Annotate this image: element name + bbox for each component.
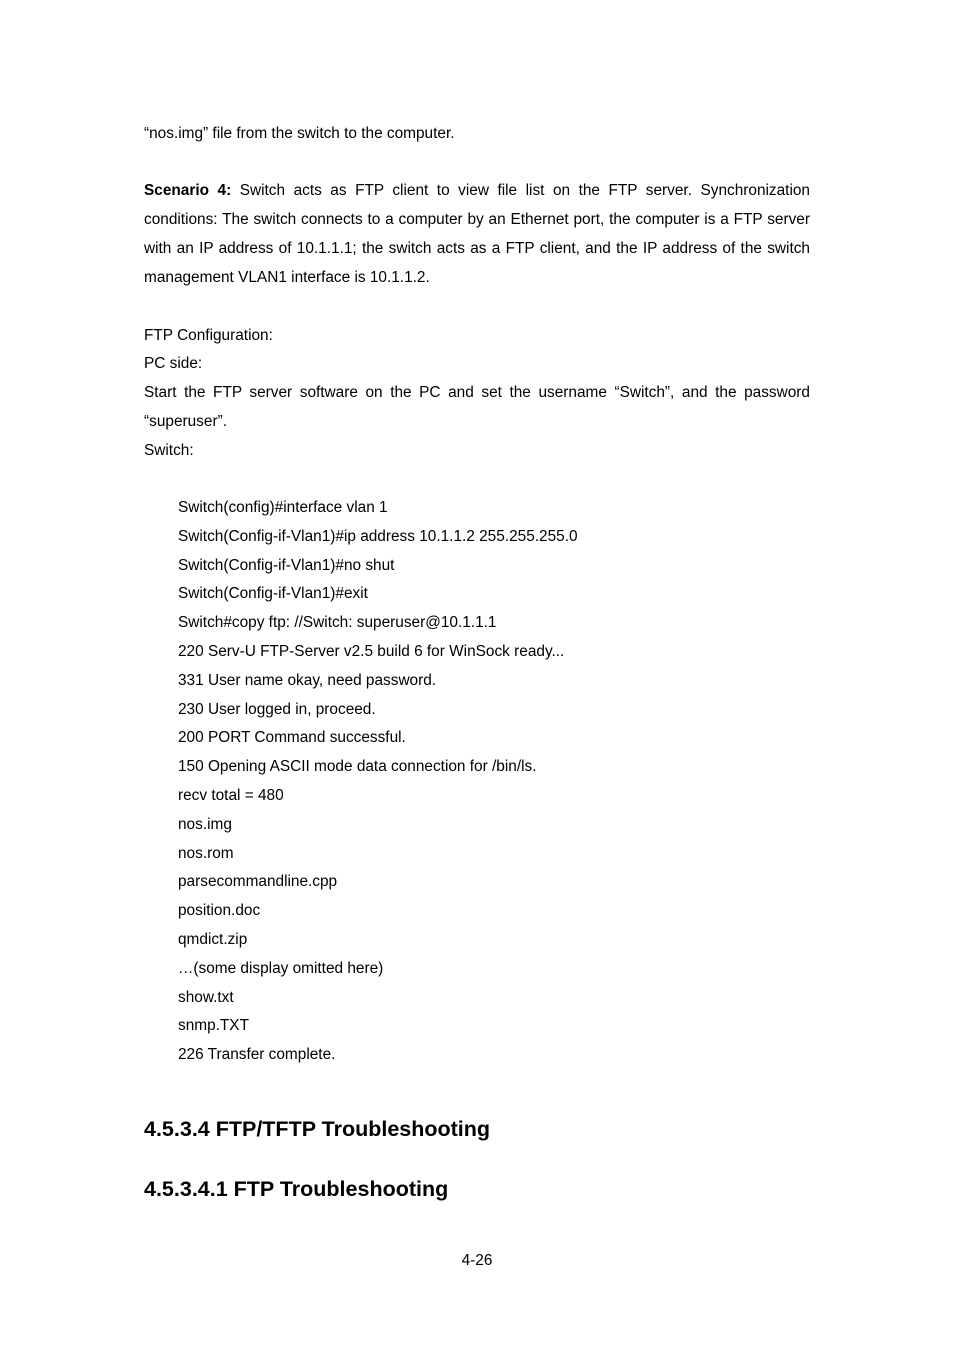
console-line: 226 Transfer complete. (178, 1046, 336, 1064)
scenario-label: Scenario 4: (144, 182, 232, 199)
console-line: nos.rom (178, 844, 234, 862)
console-output (178, 494, 578, 1070)
scenario-text: Switch acts as FTP client to view file list on the FTP server. Synchronization conditions: The switch connects to a computer by an Ethernet port, the computer is a FTP server with an IP address of 10.1.1.1; the switch acts as a FTP client, and the IP address of the switch management VLAN1 interface is 10.1.1.2. (144, 182, 810, 286)
console-line: snmp.TXT (178, 1017, 249, 1035)
console-line: position.doc (178, 902, 261, 920)
pc-side-text: Start the FTP server software on the PC and set the username “Switch”, and the password “superuser”. (144, 384, 810, 430)
ftp-config-label: FTP Configuration: (144, 327, 273, 344)
console-line: recv total = 480 (178, 786, 284, 804)
console-line: 230 User logged in, proceed. (178, 700, 376, 718)
console-line: Switch(Config-if-Vlan1)#exit (178, 585, 368, 603)
console-line: Switch(Config-if-Vlan1)#ip address 10.1.1.2 255.255.255.0 (178, 527, 578, 545)
console-line: qmdict.zip (178, 930, 248, 948)
page-number: 4-26 (461, 1252, 493, 1269)
section-heading-ftp: 4.5.3.4.1 FTP Troubleshooting (144, 1177, 449, 1201)
console-line: Switch(config)#interface vlan 1 (178, 499, 388, 516)
console-line: Switch#copy ftp: //Switch: superuser@10.1.1.1 (178, 614, 497, 632)
console-line: nos.img (178, 815, 232, 833)
console-line: …(some display omitted here) (178, 959, 384, 977)
console-line: 200 PORT Command successful. (178, 729, 406, 747)
console-line: 331 User name okay, need password. (178, 671, 437, 689)
switch-label: Switch: (144, 442, 194, 459)
console-line: show.txt (178, 988, 234, 1006)
continuation-text: “nos.img” file from the switch to the computer. (144, 125, 455, 142)
section-heading-ftp-tftp: 4.5.3.4 FTP/TFTP Troubleshooting (144, 1117, 491, 1141)
console-line: Switch(Config-if-Vlan1)#no shut (178, 556, 395, 574)
console-line: 220 Serv-U FTP-Server v2.5 build 6 for WinSock ready... (178, 642, 565, 660)
scenario-paragraph (144, 176, 810, 292)
pc-side-label: PC side: (144, 355, 203, 372)
console-line: parsecommandline.cpp (178, 873, 338, 891)
console-line: 150 Opening ASCII mode data connection for /bin/ls. (178, 758, 537, 776)
